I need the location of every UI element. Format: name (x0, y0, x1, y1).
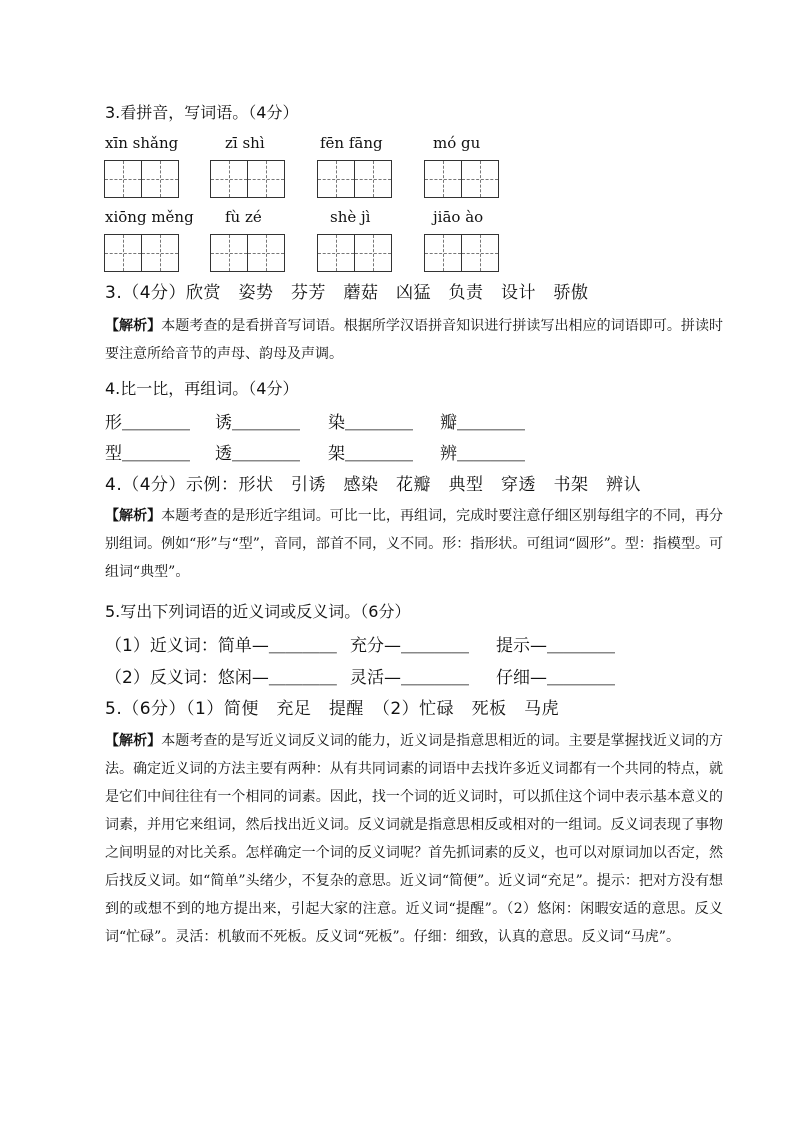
pinyin-6: fù zé (225, 208, 262, 226)
q4-item: 透＿＿＿＿ (215, 444, 300, 464)
q3-title: 3.看拼音，写词语。（4分） (105, 103, 299, 122)
q4-item: 形＿＿＿＿ (105, 413, 190, 433)
pinyin-1: xīn shǎng (105, 134, 179, 152)
q5-item: （1）近义词：简单—＿＿＿＿ (105, 636, 337, 656)
q5-answer: 5.（6分）（1）简便 充足 提醒 （2）忙碌 死板 马虎 (105, 699, 560, 719)
pinyin-5: xiōng měng (105, 208, 194, 226)
q4-item: 诱＿＿＿＿ (215, 413, 300, 433)
pinyin-3: fēn fāng (320, 134, 383, 152)
q4-item: 染＿＿＿＿ (328, 413, 413, 433)
q4-item: 型＿＿＿＿ (105, 444, 190, 464)
q5-item: 提示—＿＿＿＿ (496, 636, 615, 656)
writing-grid[interactable] (104, 234, 179, 272)
analysis-tag: 【解析】 (105, 733, 162, 749)
writing-grid[interactable] (104, 160, 179, 198)
writing-grid[interactable] (317, 160, 392, 198)
q4-answer: 4.（4分）示例：形状 引诱 感染 花瓣 典型 穿透 书架 辨认 (105, 475, 642, 495)
q5-item: 仔细—＿＿＿＿ (496, 668, 615, 688)
q5-item: （2）反义词：悠闲—＿＿＿＿ (105, 668, 337, 688)
q5-item: 灵活—＿＿＿＿ (350, 668, 469, 688)
analysis-text: 本题考查的是写近义词反义词的能力，近义词是指意思相近的词。主要是掌握找近义词的方法。确定近义词的方法主要有两种：从有共同词素的词语中去找许多近义词都有一个共同的特点，就是它们中间往往有一个相同的词素。因此，找一个词的近义词时，可以抓住这个词中表示基本意义的词素，并用它来组词，然后找出近义词。反义词就是指意思相反或相对的一组词。反义词表现了事物之间明显的对比关系。怎样确定一个词的反义词呢？首先抓词素的反义，也可以对原词加以否定，然后找反义词。如“简单”头绪少，不复杂的意思。近义词“简便”。近义词“充足”。提示：把对方没有想到的或想不到的地方提出来，引起大家的注意。近义词“提醒”。（2）悠闲：闲暇安适的意思。反义词“忙碌”。灵活：机敏而不死板。反义词“死板”。仔细：细致，认真的意思。反义词“马虎”。 (105, 733, 723, 945)
analysis-text: 本题考查的是形近字组词。可比一比，再组词，完成时要注意仔细区别每组字的不同，再分别组词。例如“形”与“型”，音同，部首不同，义不同。形：指形状。可组词“圆形”。型：指模型。可组词“典型”。 (105, 508, 723, 580)
writing-grid[interactable] (210, 160, 285, 198)
writing-grid[interactable] (424, 234, 499, 272)
q4-item: 瓣＿＿＿＿ (440, 413, 525, 433)
pinyin-7: shè jì (330, 208, 371, 226)
q4-item: 辨＿＿＿＿ (440, 444, 525, 464)
q3-answer: 3.（4分）欣赏 姿势 芬芳 蘑菇 凶猛 负责 设计 骄傲 (105, 283, 589, 303)
q5-title: 5.写出下列词语的近义词或反义词。（6分） (105, 602, 411, 621)
writing-grid[interactable] (210, 234, 285, 272)
q4-title: 4.比一比，再组词。（4分） (105, 379, 299, 398)
q5-item: 充分—＿＿＿＿ (350, 636, 469, 656)
q3-analysis (105, 312, 723, 368)
pinyin-2: zī shì (225, 134, 265, 152)
writing-grid[interactable] (424, 160, 499, 198)
q4-item: 架＿＿＿＿ (328, 444, 413, 464)
writing-grid[interactable] (317, 234, 392, 272)
analysis-tag: 【解析】 (105, 508, 162, 524)
pinyin-8: jiāo ào (433, 208, 484, 226)
pinyin-4: mó gu (433, 134, 481, 152)
q5-analysis (105, 727, 723, 951)
analysis-tag: 【解析】 (105, 318, 162, 334)
analysis-text: 本题考查的是看拼音写词语。根据所学汉语拼音知识进行拼读写出相应的词语即可。拼读时要注意所给音节的声母、韵母及声调。 (105, 318, 723, 362)
q4-analysis (105, 502, 723, 586)
